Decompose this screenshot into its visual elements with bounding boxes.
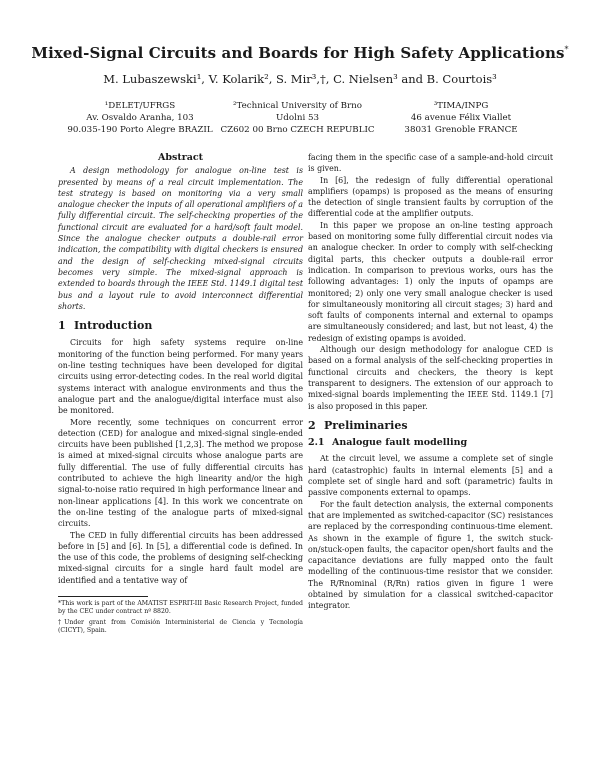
- intro-paragraph-1: Circuits for high safety systems require on-line monitoring of the function being performed. For many years on-line testing techniques have been developed for digital circuits using error-detecting codes. In the real world digital systems interact with analogue environments and thus the analogue part and the analogue/digital interface must also be monitored.: [58, 338, 303, 416]
- intro-continued-paragraph: facing them in the specific case of a sample-and-hold circuit is given.: [308, 153, 553, 174]
- affiliation-2: [215, 100, 380, 136]
- subsection-number: 2.1: [308, 437, 325, 449]
- subsection-title: Analogue fault modelling: [332, 437, 468, 449]
- affiliation-city: CZ602 00 Brno CZECH REPUBLIC: [220, 125, 375, 135]
- section-1-heading: [58, 320, 303, 331]
- affiliation-name: ³TIMA/INPG: [433, 101, 489, 111]
- section-number: 2: [308, 418, 316, 432]
- left-column: [58, 152, 303, 635]
- title-footnote-mark: *: [564, 45, 569, 54]
- affiliations: [60, 100, 540, 140]
- affiliation-city: 38031 Grenoble FRANCE: [404, 125, 518, 135]
- fault-modelling-paragraph-1: At the circuit level, we assume a complete set of single hard (catastrophic) faults in internal elements [5] and a complete set of single hard and soft (parametric) faults in passive components external to opamps.: [308, 454, 553, 498]
- affiliation-address: Av. Osvaldo Aranha, 103: [86, 113, 194, 123]
- section-2-heading: [308, 420, 553, 431]
- subsection-2-1-heading: [308, 437, 553, 448]
- intro-paragraph-6: Although our design methodology for analogue CED is based on a formal analysis of the self-checking properties in functional circuits and checkers, the theory is kept transparent to designers. The extension of our approach to mixed-signal boards implementing the IEEE Std. 1149.1 [7] is also proposed in this paper.: [308, 345, 553, 411]
- abstract-heading: Abstract: [157, 152, 204, 163]
- affiliation-address: 46 avenue Félix Viallet: [410, 113, 512, 123]
- affiliation-3: [382, 100, 540, 136]
- affiliation-name: ²Technical University of Brno: [232, 101, 363, 111]
- intro-paragraph-3: The CED in fully differential circuits has been addressed before in [5] and [6]. In [5], a differential code is defined. In the use of this code, the problems of designing self-checking mixed-signal circuits for a single hard fault model are identified and a tentative way of: [58, 530, 303, 585]
- affiliation-city: 90.035-190 Porto Alegre BRAZIL: [67, 125, 213, 135]
- paper-title: [20, 44, 580, 62]
- footnote-2: †Under grant from Comisión Interministerial de Ciencia y Tecnología (CICYT), Spain.: [58, 618, 303, 634]
- footnote-rule: [58, 596, 148, 597]
- section-number: 1: [58, 319, 66, 333]
- footnote-1: *This work is part of the AMATIST ESPRIT-III Basic Research Project, funded by the CEC under contract nº 8820.: [58, 599, 303, 616]
- affiliation-address: Udolni 53: [275, 113, 320, 123]
- right-column: [308, 152, 553, 612]
- section-title: Preliminaries: [324, 418, 408, 432]
- affiliation-name: ¹DELET/UFRGS: [104, 101, 176, 111]
- fault-modelling-paragraph-2: For the fault detection analysis, the external components that are implemented as switched-capacitor (SC) resistances are replaced by the corresponding continuous-time element. As shown in the example of figure 1, the switch stuck-on/stuck-open faults, the capacitor open/short faults and the capacitance deviations are fully mapped onto the fault modelling of the continuous-time resistor that we consider. The R/Rnominal (R/Rn) ratios given in figure 1 were obtained by simulation for a classical switched-capacitor integrator.: [308, 499, 553, 611]
- author-list: M. Lubaszewski¹, V. Kolarik², S. Mir³,†, C. Nielsen³ and B. Courtois³: [103, 72, 497, 86]
- abstract-text: A design methodology for analogue on-line test is presented by means of a real circuit implementation. The test strategy is based on monitoring via a very small analogue checker the inputs of all operational amplifiers of a fully differential circuit. The self-checking properties of the functional circuit are evaluated for a hard/soft fault model. Since the analogue checker outputs a double-rail error indication, the compatibility with digital checkers is ensured and the design of self-checking mixed-signal circuits becomes very simple. The mixed-signal approach is extended to boards through the IEEE Std. 1149.1 digital test bus and a layout rule to avoid interconnect differential shorts.: [58, 166, 303, 311]
- intro-paragraph-2: More recently, some techniques on concurrent error detection (CED) for analogue and mixed-signal single-ended circuits have been published [1,2,3]. The method we propose is aimed at mixed-signal circuits whose analogue parts are fully differential. The use of fully differential circuits has contributed to achieve the high linearity and/or the high signal-to-noise ratio required in high performance linear and non-linear applications [4]. In this work we concentrate on the on-line testing of the analogue parts of mixed-signal circuits.: [58, 417, 303, 529]
- affiliation-1: [60, 100, 220, 136]
- title-text: Mixed-Signal Circuits and Boards for High Safety Applications: [31, 44, 565, 62]
- section-title: Introduction: [74, 319, 153, 333]
- intro-paragraph-5: In this paper we propose an on-line testing approach based on monitoring some fully differential circuit nodes via an analogue checker. In order to comply with self-checking digital parts, this checker outputs a double-rail error indication. In comparison to previous works, ours has the following advantages: 1) only the inputs of opamps are monitored; 2) only one very small analogue checker is used for simultaneously monitoring all circuit stages; 3) hard and soft faults of components internal and external to opamps are simultaneously considered; and last, but not least, 4) the redesign of existing opamps is avoided.: [308, 220, 553, 343]
- intro-paragraph-4: In [6], the redesign of fully differential operational amplifiers (opamps) is proposed as the means of ensuring the detection of single transient faults by corruption of the differential code at the amplifier outputs.: [308, 175, 553, 219]
